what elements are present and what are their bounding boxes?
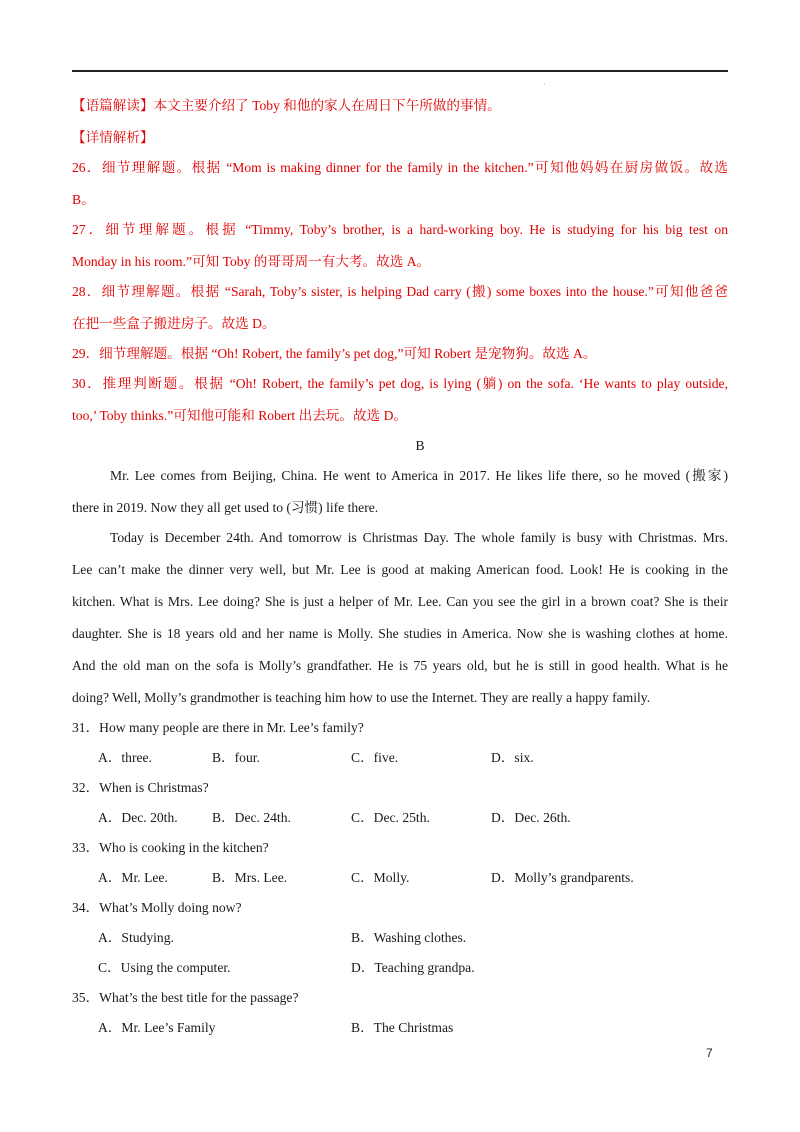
option-34-c[interactable]: C．Using the computer. [98,960,231,975]
section-label: B [415,438,425,453]
option-32-a[interactable]: A．Dec. 20th. [98,810,178,825]
passage-line: Mr. Lee comes from Beijing, China. He went to America in 2017. He likes life there, so he moved (搬家) [110,468,728,483]
passage-line: there in 2019. Now they all get used to (习惯) life there. [72,500,379,515]
option-31-a[interactable]: A．three. [98,750,152,765]
passage-line: daughter. She is 18 years old and her name is Molly. She studies in America. Now she is washing clothes at home. [72,626,728,641]
analysis-line: B。 [72,192,95,207]
analysis-line: 在把一些盒子搬进房子。故选 D。 [72,316,276,331]
analysis-line: 28．细节理解题。根据 “Sarah, Toby’s sister, is helping Dad carry (搬) some boxes into the house.”可知他爸爸 [72,284,728,299]
header-dot: · [543,80,546,89]
option-32-c[interactable]: C．Dec. 25th. [351,810,430,825]
header-rule [72,70,728,72]
analysis-line: 30．推理判断题。根据 “Oh! Robert, the family’s pet dog, is lying (躺) on the sofa. ‘He wants to play outside, [72,376,728,391]
page-number: 7 [706,1046,713,1060]
option-33-c[interactable]: C．Molly. [351,870,410,885]
option-33-a[interactable]: A．Mr. Lee. [98,870,168,885]
question-32: 32．When is Christmas? [72,780,209,795]
analysis-line: Monday in his room.”可知 Toby 的哥哥周一有大考。故选 A。 [72,254,431,269]
option-34-a[interactable]: A．Studying. [98,930,174,945]
analysis-line: 29．细节理解题。根据 “Oh! Robert, the family’s pet dog,”可知 Robert 是宠物狗。故选 A。 [72,346,597,361]
option-31-b[interactable]: B．four. [212,750,260,765]
question-31: 31．How many people are there in Mr. Lee’s family? [72,720,364,735]
option-31-d[interactable]: D．six. [491,750,534,765]
option-35-b[interactable]: B．The Christmas [351,1020,454,1035]
option-32-d[interactable]: D．Dec. 26th. [491,810,571,825]
passage-line: And the old man on the sofa is Molly’s grandfather. He is 75 years old, but he is still in good health. What is he [72,658,728,673]
analysis-line: 26．细节理解题。根据 “Mom is making dinner for the family in the kitchen.”可知他妈妈在厨房做饭。故选 [72,160,728,175]
analysis-line: too,’ Toby thinks.”可知他可能和 Robert 出去玩。故选 D。 [72,408,407,423]
passage-line: Today is December 24th. And tomorrow is Christmas Day. The whole family is busy with Christmas. Mrs. [110,530,728,545]
question-33: 33．Who is cooking in the kitchen? [72,840,269,855]
analysis-line: 27．细节理解题。根据 “Timmy, Toby’s brother, is a hard-working boy. He is studying for his big test on [72,222,728,237]
detail-heading: 【详情解析】 [72,130,154,145]
option-34-b[interactable]: B．Washing clothes. [351,930,467,945]
option-33-d[interactable]: D．Molly’s grandparents. [491,870,634,885]
passage-interpretation: 【语篇解读】本文主要介绍了 Toby 和他的家人在周日下午所做的事情。 [72,98,501,113]
question-34: 34．What’s Molly doing now? [72,900,242,915]
question-35: 35．What’s the best title for the passage? [72,990,299,1005]
option-32-b[interactable]: B．Dec. 24th. [212,810,291,825]
passage-line: Lee can’t make the dinner very well, but Mr. Lee is good at making American food. Look! He is cooking in the [72,562,728,577]
passage-line: doing? Well, Molly’s grandmother is teaching him how to use the Internet. They are really a happy family. [72,690,651,705]
option-33-b[interactable]: B．Mrs. Lee. [212,870,288,885]
option-34-d[interactable]: D．Teaching grandpa. [351,960,475,975]
option-35-a[interactable]: A．Mr. Lee’s Family [98,1020,216,1035]
option-31-c[interactable]: C．five. [351,750,399,765]
passage-line: kitchen. What is Mrs. Lee doing? She is just a helper of Mr. Lee. Can you see the girl in a brown coat? She is their [72,594,728,609]
